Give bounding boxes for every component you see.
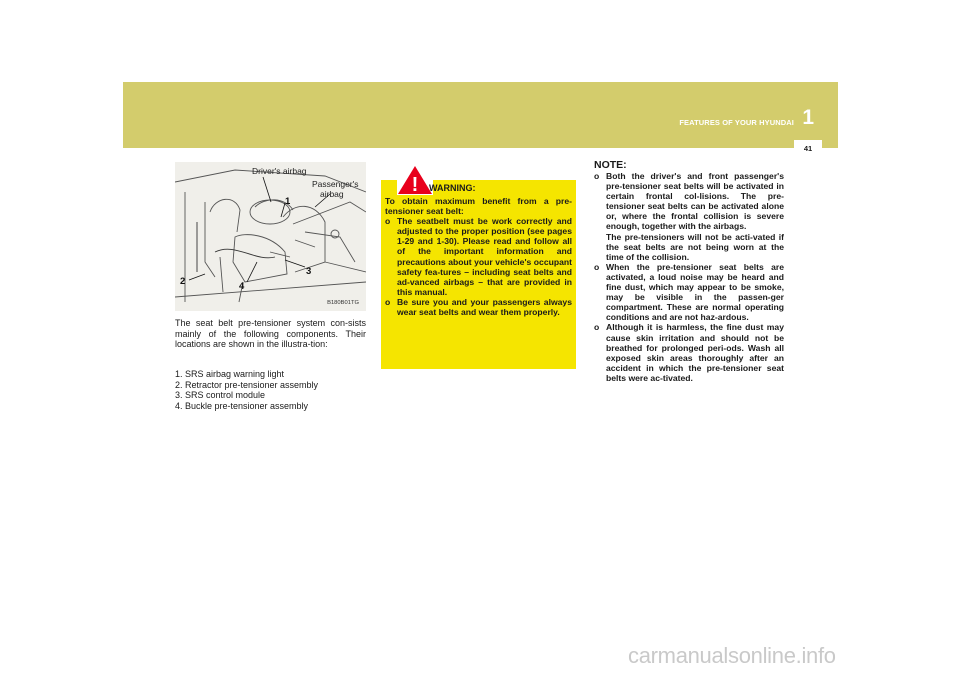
bullet-marker: o bbox=[594, 171, 600, 181]
warning-triangle-icon bbox=[397, 165, 433, 195]
callout-2: 2 bbox=[180, 276, 186, 287]
list-item bbox=[385, 216, 572, 297]
driver-airbag-label: Driver's airbag bbox=[252, 166, 307, 176]
note-title: NOTE: bbox=[594, 159, 627, 171]
note-bullet-text: When the pre-tensioner seat belts are activated, a loud noise may be heard and fine dust, which may appear to be smoke, may be visible in the passen-ger compartment. These are normal operating conditions and are not haz-ardous. bbox=[606, 261, 784, 323]
callout-1: 1 bbox=[285, 196, 291, 207]
list-item bbox=[385, 297, 572, 317]
note-bullet-main: Both the driver's and front passenger's pre-tensioner seat belts will be activated in certain frontal col-lisions. The pre-tensioner seat belts can be activated alone or, where the frontal collision is severe enough, together with the airbags. bbox=[606, 171, 784, 232]
list-item: 4. Buckle pre-tensioner assembly bbox=[175, 400, 309, 411]
intro-paragraph: The seat belt pre-tensioner system con-sists mainly of the following components. Their locations are shown in the illustra-tion: bbox=[175, 318, 366, 350]
note-bullet-text: Although it is harmless, the fine dust may cause skin irritation and should not be breathed for prolonged peri-ods. Wash all exposed skin areas thoroughly after an accident in which the pre-tensioner seat belts were ac-tivated. bbox=[606, 322, 784, 383]
warning-lead: To obtain maximum benefit from a pre-tensioner seat belt: bbox=[385, 196, 572, 217]
callout-4: 4 bbox=[239, 281, 245, 292]
component-list bbox=[175, 369, 366, 411]
list-item bbox=[594, 322, 784, 383]
note-body bbox=[594, 171, 784, 383]
list-item: 2. Retractor pre-tensioner assembly bbox=[175, 379, 319, 390]
figure-code: B180B01TG bbox=[327, 300, 359, 306]
watermark: carmanualsonline.info bbox=[628, 643, 836, 668]
svg-text:!: ! bbox=[411, 174, 419, 195]
note-bullet-text bbox=[606, 171, 784, 262]
page-number: 41 bbox=[794, 140, 822, 158]
list-item bbox=[594, 171, 784, 262]
warning-bullet-text: Be sure you and your passengers always wear seat belts and wear them properly. bbox=[397, 296, 572, 318]
warning-bullet-text: The seatbelt must be work correctly and adjusted to the proper position (see pages 1-29 and 1-30). Please read and follow all of the important information and precautions about your vehicle's occupant safety fea-tures – including seat belts and ad-vanced airbags – that are provided in this manual. bbox=[397, 216, 572, 297]
passenger-airbag-label-line2: airbag bbox=[320, 189, 344, 199]
bullet-marker: o bbox=[594, 261, 600, 272]
bullet-marker: o bbox=[594, 322, 600, 333]
warning-body bbox=[385, 196, 572, 317]
section-title: FEATURES OF YOUR HYUNDAI bbox=[679, 118, 794, 127]
seatbelt-illustration bbox=[175, 162, 366, 311]
list-item bbox=[594, 262, 784, 323]
header-band bbox=[123, 82, 838, 148]
bullet-marker: o bbox=[385, 216, 391, 227]
callout-3: 3 bbox=[306, 266, 312, 277]
note-bullet-continuation: The pre-tensioners will not be acti-vated if the seat belts are not being worn at the time of the collision. bbox=[606, 231, 784, 262]
chapter-number: 1 bbox=[802, 106, 814, 129]
passenger-airbag-label-line1: Passenger's bbox=[312, 179, 359, 189]
list-item: 1. SRS airbag warning light bbox=[175, 369, 285, 379]
bullet-marker: o bbox=[385, 296, 391, 307]
list-item: 3. SRS control module bbox=[175, 390, 266, 401]
warning-title: WARNING: bbox=[429, 183, 476, 193]
